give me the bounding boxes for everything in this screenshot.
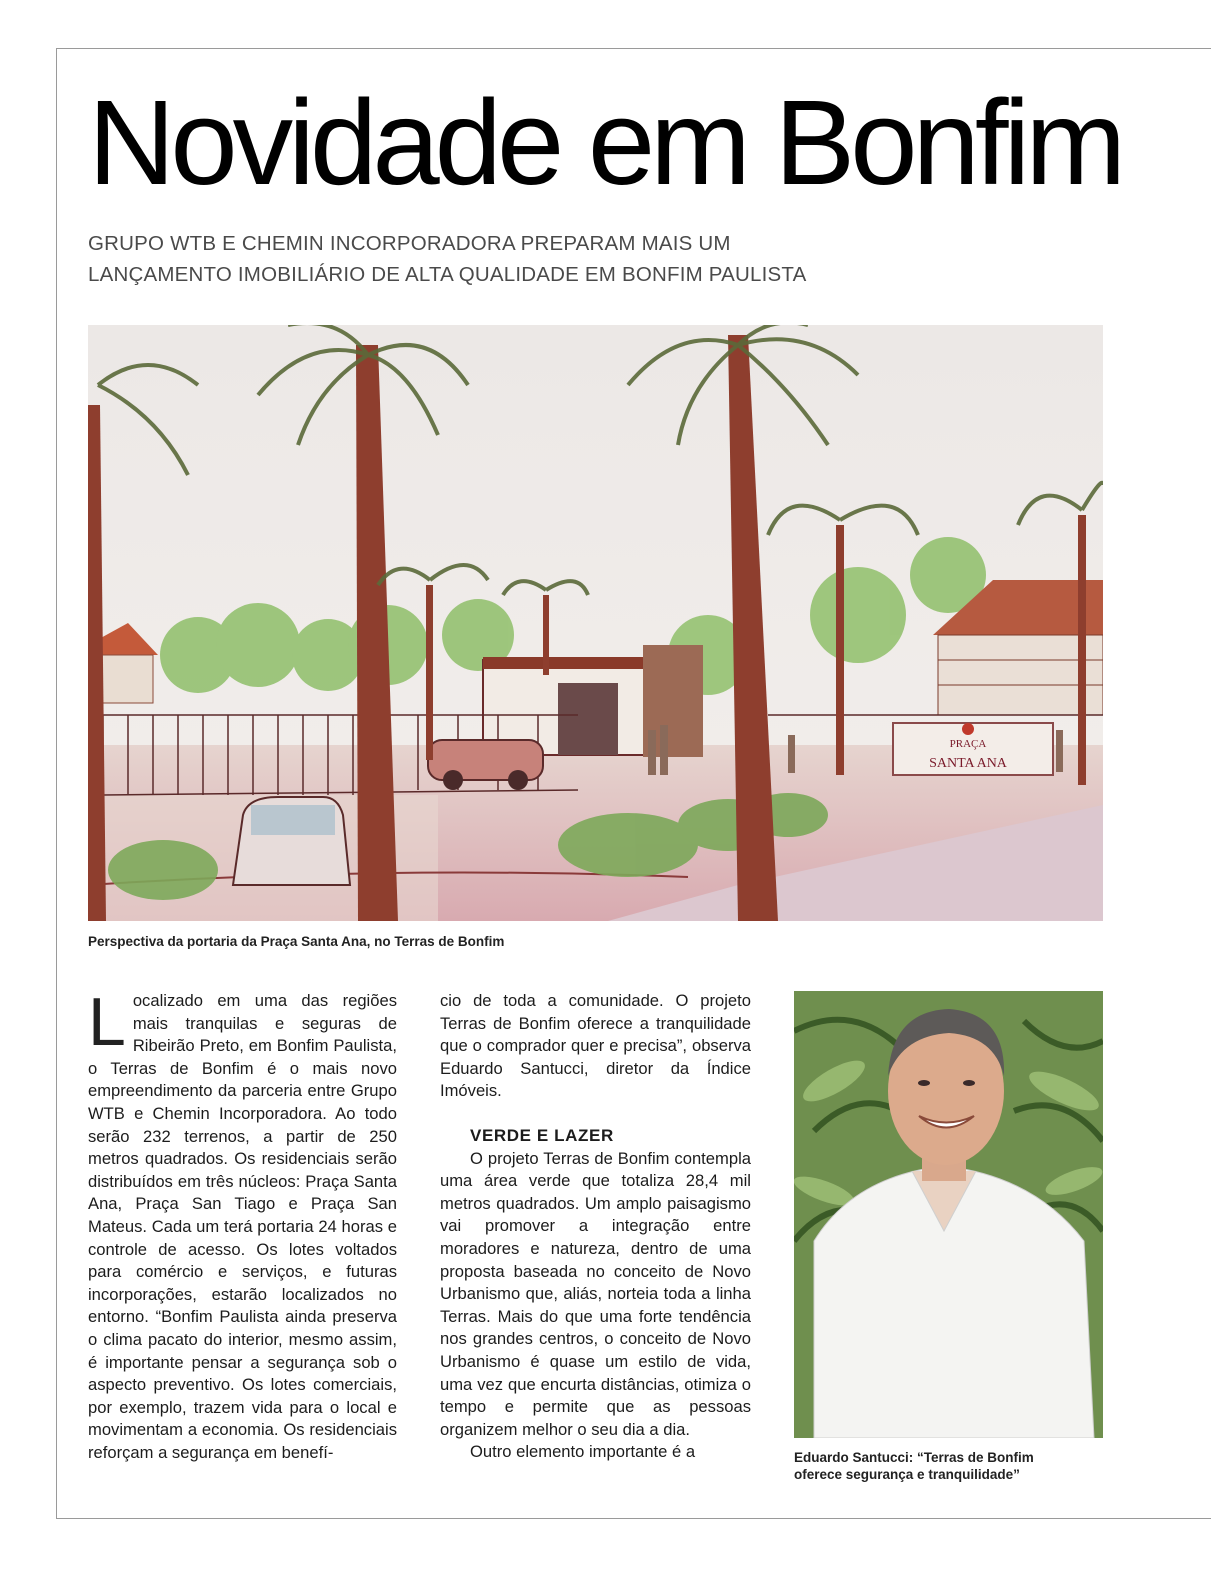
drop-cap: L (88, 984, 126, 1060)
deck-line-2: LANÇAMENTO IMOBILIÁRIO DE ALTA QUALIDADE EM BONFIM PAULISTA (88, 263, 807, 286)
section-subhead: VERDE E LAZER (470, 1125, 614, 1145)
body-paragraph-3: Outro elemento importante é a (470, 1442, 696, 1462)
headline: Novidade em Bonfim (88, 74, 1122, 210)
body-paragraph-2: O projeto Terras de Bonfim contempla uma área verde que totaliza 28,4 mil metros quadrados. Um amplo paisagismo vai promover a integração entre moradores e natureza, dentro de uma proposta baseada no conceito de Novo Urbanismo que, aliás, norteia toda a linha Terras. Mais do que uma forte tendência nos grandes centros, o conceito de Novo Urbanismo é quase um estilo de vida, uma vez que encurta distâncias, otimiza o tempo e permite que as pessoas organizem melhor o seu dia a dia. (440, 1148, 751, 1439)
body-column-1 (88, 984, 397, 1464)
gatehouse-illustration (88, 325, 1103, 921)
page-frame-left-rule (56, 48, 57, 1518)
body-paragraph-1 (88, 984, 397, 1464)
deck (88, 228, 808, 290)
paragraph-1-text: ocalizado em uma das regiões mais tranquilas e seguras de Ribeirão Preto, em Bonfim Paulista, o Terras de Bonfim é o mais novo empreendimento da parceria entre Grupo WTB e Chemin Incorporadora. Ao todo serão 232 terrenos, a partir de 250 metros quadrados. Os residenciais serão distribuídos em três núcleos: Praça Santa Ana, Praça San Tiago e Praça San Mateus. Cada um terá portaria 24 horas e controle de acesso. Os lotes voltados para comércio e serviços, e futuras incorporações, estarão localizados no entorno. “Bonfim Paulista ainda preserva o clima pacato do interior, mesmo assim, é importante pensar a segurança sob o aspecto preventivo. Os lotes comerciais, por exemplo, trazem vida para o local e movimentam a economia. Os residenciais reforçam a segurança em benefí- (88, 991, 397, 1462)
body-paragraph-1-continued: cio de toda a comunidade. O projeto Terras de Bonfim oferece a tranquilidade que o comprador quer e precisa”, observa Eduardo Santucci, diretor da Índice Imóveis. (440, 991, 751, 1101)
page-frame-top-rule (56, 48, 1211, 49)
portrait-caption-line-1: Eduardo Santucci: “Terras de Bonfim (794, 1450, 1034, 1465)
deck-line-1: GRUPO WTB E CHEMIN INCORPORADORA PREPARAM MAIS UM (88, 232, 731, 255)
car-left (233, 797, 350, 885)
portrait-photo (794, 991, 1103, 1438)
body-column-2 (440, 990, 751, 1464)
page-frame-bottom-rule (56, 1518, 1211, 1519)
portrait-caption (794, 1449, 1104, 1483)
illustration-caption: Perspectiva da portaria da Praça Santa Ana, no Terras de Bonfim (88, 934, 505, 949)
sign-line-2: SANTA ANA (929, 756, 1007, 771)
sign-line-1: PRAÇA (949, 738, 987, 750)
flower-logo (962, 723, 974, 735)
portrait-caption-line-2: oferece segurança e tranquilidade” (794, 1467, 1020, 1482)
praca-santa-ana-sign (893, 723, 1053, 775)
